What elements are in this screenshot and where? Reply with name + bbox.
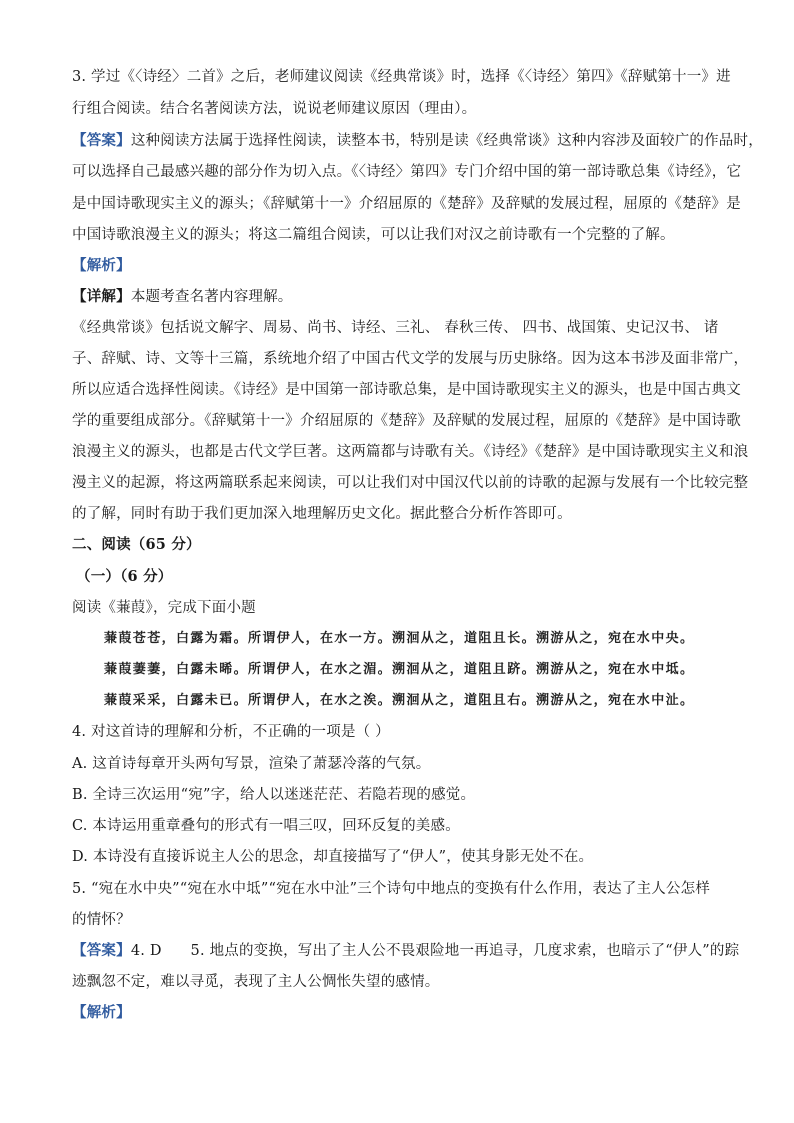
q4-option-a: A. 这首诗每章开头两句写景，渲染了萧瑟冷落的气氛。: [72, 756, 431, 772]
detail3-line: 漫主义的起源，将这两篇联系起来阅读，可以让我们对中国汉代以前的诗歌的起源与发展有一个比较完整: [72, 475, 749, 491]
q5-line-1: 5. “宛在水中央”“宛在水中坻”“宛在水中沚”三个诗句中地点的变换有什么作用，表达了主人公怎样: [72, 881, 711, 897]
answer45-line-2: 迹飘忽不定，难以寻觅，表现了主人公惆怅失望的感情。: [72, 974, 440, 990]
answer-tag: 【答案】: [72, 942, 131, 959]
answer3-line-2: 可以选择自己最感兴趣的部分作为切入点。《〈诗经〉第四》专门介绍中国的第一部诗歌总集《诗经》，它: [72, 164, 742, 180]
subsection-title: （一）（6 分）: [76, 568, 173, 585]
answer45-text-1: 4. D 5. 地点的变换，写出了主人公不畏艰险地一再追寻，几度求索，也暗示了“伊人”的踪: [130, 943, 740, 959]
q4-option-b: B. 全诗三次运用“宛”字，给人以迷迷茫茫、若隐若现的感觉。: [72, 787, 476, 803]
analysis-tag: 【解析】: [72, 257, 131, 274]
q5-line-2: 的情怀？: [72, 912, 131, 928]
detail3-line: 的了解，同时有助于我们更加深入地理解历史文化。据此整合分析作答即可。: [72, 506, 572, 522]
poem-stanza: 蒹葭萋萋，白露未晞。所谓伊人，在水之湄。溯洄从之，道阻且跻。溯游从之，宛在水中坻。: [104, 662, 695, 677]
detail-tag: 【详解】: [72, 288, 131, 305]
detail3-line: 子、辞赋、诗、文等十三篇，系统地介绍了中国古代文学的发展与历史脉络。因为这本书涉及面非常广，: [72, 351, 749, 367]
detail3-line: 所以应适合选择性阅读。《诗经》是中国第一部诗歌总集，是中国诗歌现实主义的源头，也是中国古典文: [72, 382, 741, 398]
reading-instruction: 阅读《蒹葭》，完成下面小题: [72, 600, 256, 616]
q4-stem: 4. 对这首诗的理解和分析，不正确的一项是（ ）: [72, 724, 390, 740]
detail3-line: 学的重要组成部分。《辞赋第十一》介绍屈原的《楚辞》及辞赋的发展过程，屈原的《楚辞》是中国诗歌: [72, 413, 741, 429]
detail3-intro-line: [72, 287, 293, 307]
detail3-line: 《经典常谈》包括说文解字、周易、尚书、诗经、三礼、 春秋三传、 四书、战国策、史记汉书、 诸: [72, 320, 719, 336]
answer45-line-1: [72, 941, 739, 961]
q3-line-1: 3. 学过《〈诗经〉二首》之后，老师建议阅读《经典常谈》时，选择《〈诗经〉第四》《辞赋第十一》进: [72, 69, 731, 85]
detail3-intro: 本题考查名著内容理解。: [130, 289, 293, 305]
detail3-line: 浪漫主义的源头，也都是古代文学巨著。这两篇都与诗歌有关。《诗经》《楚辞》是中国诗歌现实主义和浪: [72, 444, 749, 460]
q3-line-2: 行组合阅读。结合名著阅读方法，说说老师建议原因（理由）。: [72, 101, 477, 117]
answer-tag: 【答案】: [72, 132, 131, 149]
answer3-text-1: 这种阅读方法属于选择性阅读，读整本书，特别是读《经典常谈》这种内容涉及面较广的作品时，: [130, 133, 763, 149]
section-title: 二、阅读（65 分）: [72, 536, 201, 553]
analysis-tag: 【解析】: [72, 1004, 131, 1021]
answer3-line-4: 中国诗歌浪漫主义的源头；将这二篇组合阅读，可以让我们对汉之前诗歌有一个完整的了解。: [72, 227, 675, 243]
poem-stanza: 蒹葭苍苍，白露为霜。所谓伊人，在水一方。溯洄从之，道阻且长。溯游从之，宛在水中央。: [104, 631, 695, 646]
poem-stanza: 蒹葭采采，白露未已。所谓伊人，在水之涘。溯洄从之，道阻且右。溯游从之，宛在水中沚。: [104, 693, 695, 708]
answer3-line-3: 是中国诗歌现实主义的源头；《辞赋第十一》介绍屈原的《楚辞》及辞赋的发展过程，屈原的《楚辞》是: [72, 196, 741, 212]
q4-option-d: D. 本诗没有直接诉说主人公的思念，却直接描写了“伊人”，使其身影无处不在。: [72, 849, 594, 865]
answer3-line-1: [72, 131, 763, 151]
q4-option-c: C. 本诗运用重章叠句的形式有一唱三叹，回环反复的美感。: [72, 818, 460, 834]
